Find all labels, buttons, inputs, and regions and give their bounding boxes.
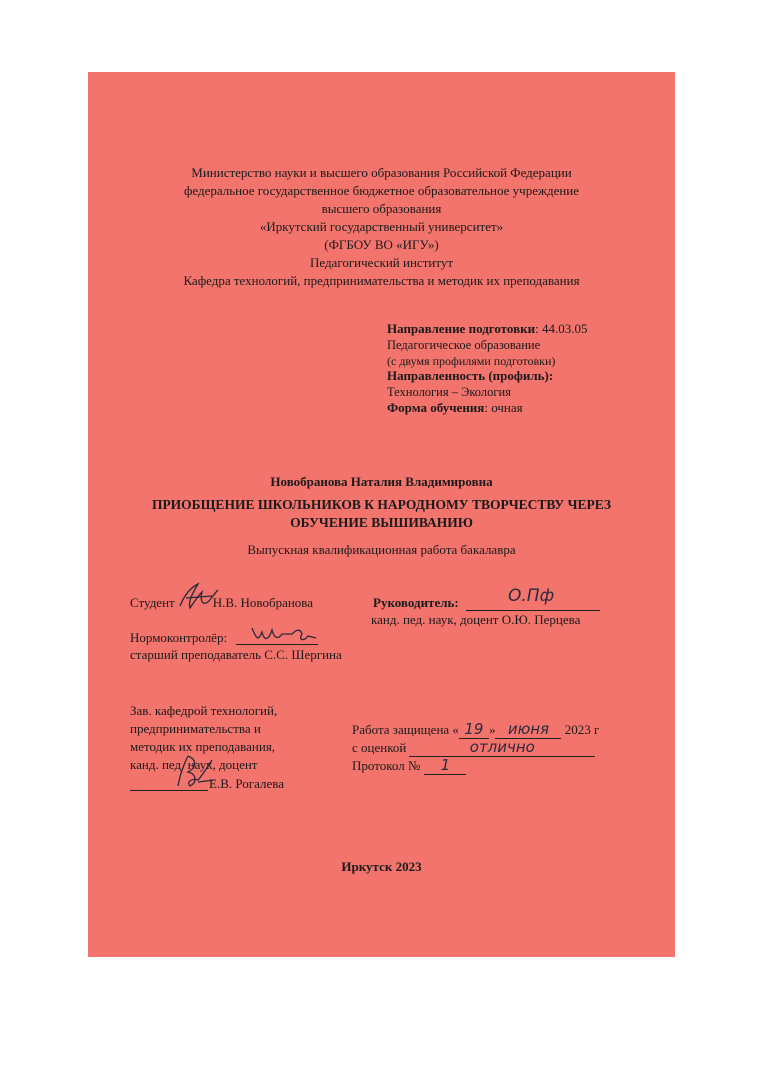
- thesis-title-line2: ОБУЧЕНИЕ ВЫШИВАНИЮ: [290, 515, 473, 530]
- defense-year: 2023 г: [564, 722, 600, 737]
- supervisor-details: канд. пед. наук, доцент О.Ю. Перцева: [371, 612, 581, 627]
- head-line4: канд. пед. наук, доцент: [130, 757, 258, 772]
- protocol-label: Протокол №: [352, 758, 421, 773]
- defense-line: [352, 720, 599, 739]
- education-level-line: высшего образования: [321, 201, 442, 216]
- supervisor-signature: О.Пф: [508, 586, 555, 606]
- profile-value: Технология – Экология: [387, 385, 511, 399]
- defense-month: июня: [495, 720, 561, 739]
- supervisor-label: Руководитель:: [373, 595, 459, 610]
- head-line1: Зав. кафедрой технологий,: [130, 703, 278, 718]
- profile-label: Направленность (профиль):: [387, 368, 554, 383]
- protocol-value: 1: [424, 756, 466, 775]
- form-label: Форма обучения: [387, 400, 485, 415]
- student-signature: [176, 580, 222, 614]
- direction-code: : 44.03.05: [535, 321, 588, 336]
- normcontrol-details: старший преподаватель С.С. Шергина: [130, 647, 342, 662]
- normcontrol-label: Нормоконтролёр:: [130, 630, 228, 645]
- head-line3: методик их преподавания,: [130, 739, 276, 754]
- head-name: Е.В. Рогалева: [209, 776, 284, 791]
- student-label: Студент: [130, 595, 175, 610]
- institution-type-line: федеральное государственное бюджетное образовательное учреждение: [183, 183, 580, 198]
- grade-label: с оценкой: [352, 740, 407, 755]
- head-line2: предпринимательства и: [130, 721, 261, 736]
- university-abbrev: (ФГБОУ ВО «ИГУ»): [324, 237, 439, 252]
- grade-value: отлично: [409, 738, 595, 757]
- protocol-line: [352, 756, 466, 775]
- department-name: Кафедра технологий, предпринимательства и методик их преподавания: [183, 273, 580, 288]
- title-page: [88, 72, 675, 957]
- direction-label: Направление подготовки: [387, 321, 536, 336]
- head-signature: [168, 752, 218, 792]
- defense-day: 19: [459, 720, 489, 739]
- work-type: Выпускная квалификационная работа бакалавра: [247, 542, 516, 557]
- student-name: Н.В. Новобранова: [212, 595, 314, 610]
- institute-name: Педагогический институт: [309, 255, 454, 270]
- author-name: Новобранова Наталия Владимировна: [270, 474, 493, 489]
- form-value: : очная: [484, 400, 523, 415]
- form-line: [387, 399, 523, 417]
- thesis-title-line1: ПРИОБЩЕНИЕ ШКОЛЬНИКОВ К НАРОДНОМУ ТВОРЧЕСТВУ ЧЕРЕЗ: [151, 497, 612, 512]
- defense-mid: »: [488, 722, 496, 737]
- defense-prefix: Работа защищена «: [352, 722, 459, 737]
- grade-line: [352, 738, 595, 757]
- direction-name: Педагогическое образование: [387, 338, 541, 352]
- ministry-line: Министерство науки и высшего образования Российской Федерации: [191, 165, 572, 180]
- direction-note: (с двумя профилями подготовки): [387, 354, 556, 368]
- city-year: Иркутск 2023: [341, 859, 422, 874]
- university-name: «Иркутский государственный университет»: [259, 219, 504, 234]
